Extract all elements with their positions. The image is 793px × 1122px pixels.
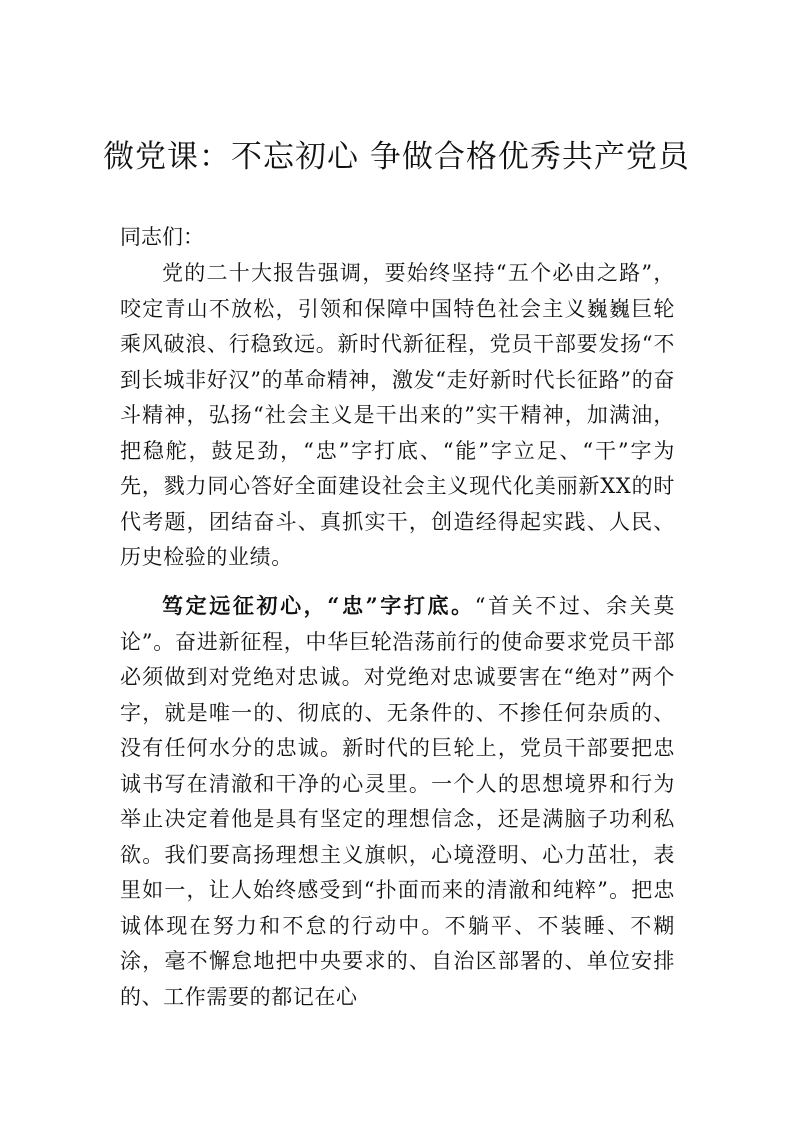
paragraph-2 — [120, 588, 675, 1015]
paragraph-1-text: 党的二十大报告强调，要始终坚持“五个必由之路”，咬定青山不放松，引领和保障中国特色社会主义巍巍巨轮乘风破浪、行稳致远。新时代新征程，党员干部要发扬“不到长城非好汉”的革命精神，激发“走好新时代长征路”的奋斗精神，弘扬“社会主义是干出来的”实干精神，加满油，把稳舵，鼓足劲，“忠”字打底、“能”字立足、“干”字为先，戮力同心答好全面建设社会主义现代化美丽新XX的时代考题，团结奋斗、真抓实干，创造经得起实践、人民、历史检验的业绩。 — [120, 261, 675, 569]
document-title: 微党课：不忘初心 争做合格优秀共产党员 — [103, 139, 690, 175]
paragraph-1 — [120, 256, 675, 576]
salutation: 同志们： — [120, 225, 204, 249]
paragraph-2-text: “首关不过、余关莫论”。奋进新征程，中华巨轮浩荡前行的使命要求党员干部必须做到对党绝对忠诚。对党绝对忠诚要害在“绝对”两个字，就是唯一的、彻底的、无条件的、不掺任何杂质的、没有任何水分的忠诚。新时代的巨轮上，党员干部要把忠诚书写在清澈和干净的心灵里。一个人的思想境界和行为举止决定着他是具有坚定的理想信念，还是满脑子功利私欲。我们要高扬理想主义旗帜，心境澄明、心力茁壮，表里如一，让人始终感受到“扑面而来的清澈和纯粹”。把忠诚体现在努力和不怠的行动中。不躺平、不装睡、不糊涂，毫不懈怠地把中央要求的、自治区部署的、单位安排的、工作需要的都记在心 — [120, 594, 675, 1009]
paragraph-2-lead: 笃定远征初心，“忠”字打底。 — [162, 593, 475, 618]
